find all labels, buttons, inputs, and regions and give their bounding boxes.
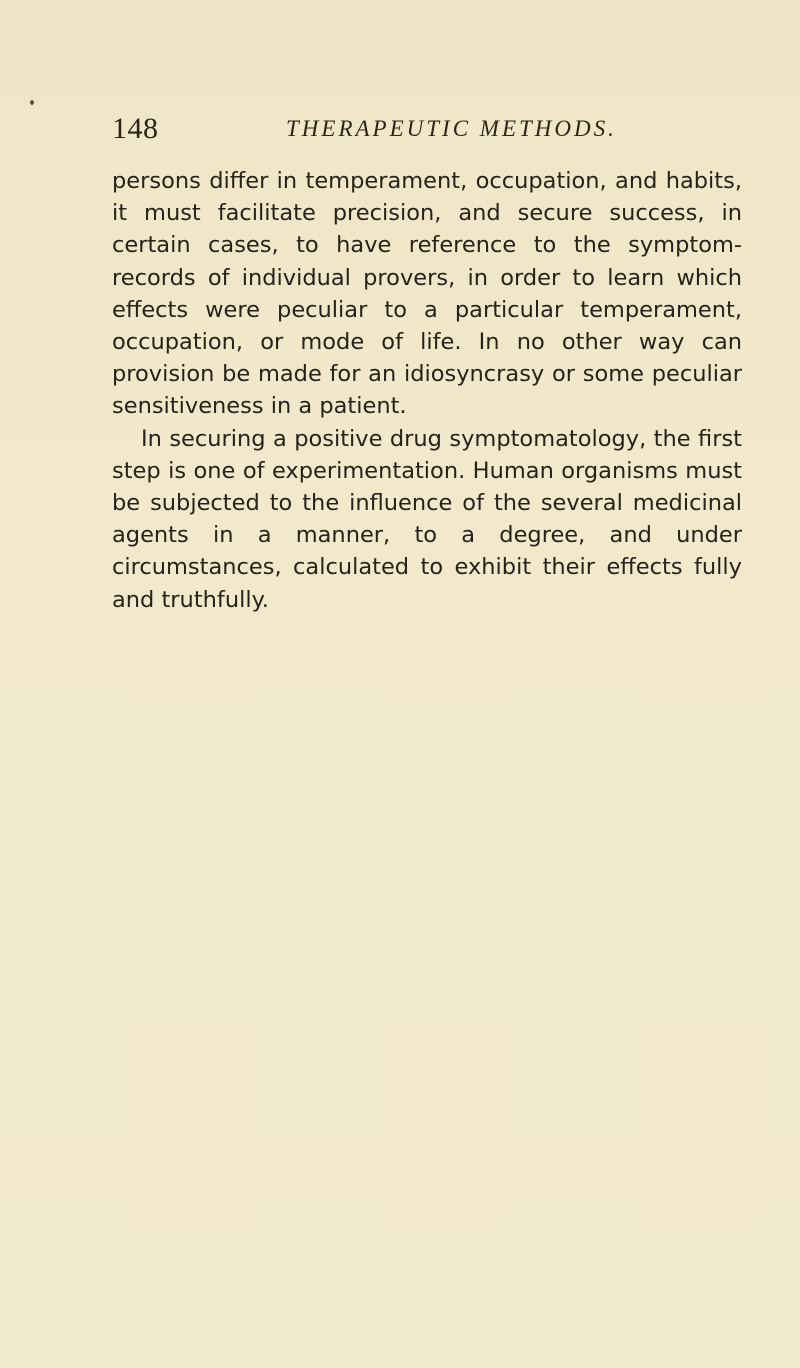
- body-text: [112, 165, 742, 616]
- page-speck: [30, 100, 34, 105]
- page-number: 148: [112, 112, 159, 145]
- paragraph: In securing a positive drug symptomatology, the first step is one of experimentation. Human organisms must be subjected to the influence of the several medicinal agents in a manner, to a degree, and under circumstances, calculated to exhibit their effects fully and truthfully.: [112, 425, 742, 613]
- running-head: [110, 112, 770, 152]
- running-head-title: THERAPEUTIC METHODS.: [286, 116, 617, 141]
- paragraph: persons differ in temperament, occupation, and habits, it must facilitate precision, and secure success, in certain cases, to have reference to the symptom-records of individual provers, in order to learn which effects were peculiar to a particular temperament, occupation, or mode of life. In no other way can provision be made for an idiosyncrasy or some peculiar sensitiveness in a patient.: [112, 168, 742, 420]
